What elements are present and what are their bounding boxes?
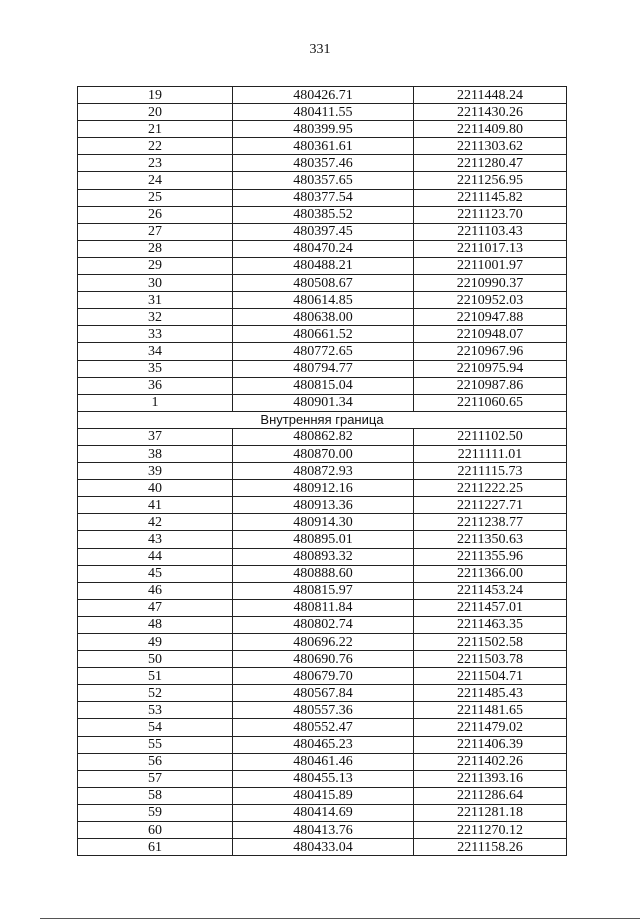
table-row <box>78 104 567 121</box>
x-coordinate-cell: 480488.21 <box>233 257 414 274</box>
point-number-cell: 30 <box>78 275 233 292</box>
bottom-edge-line <box>40 918 640 919</box>
section-title: Внутренняя граница <box>78 411 567 428</box>
y-coordinate-cell: 2211481.65 <box>414 702 567 719</box>
point-number-cell: 56 <box>78 753 233 770</box>
point-number-cell: 57 <box>78 770 233 787</box>
x-coordinate-cell: 480914.30 <box>233 514 414 531</box>
point-number-cell: 28 <box>78 240 233 257</box>
x-coordinate-cell: 480815.97 <box>233 582 414 599</box>
table-row <box>78 599 567 616</box>
table-row <box>78 651 567 668</box>
point-number-cell: 47 <box>78 599 233 616</box>
section-header <box>78 411 567 428</box>
x-coordinate-cell: 480638.00 <box>233 309 414 326</box>
point-number-cell: 43 <box>78 531 233 548</box>
x-coordinate-cell: 480415.89 <box>233 787 414 804</box>
point-number-cell: 21 <box>78 121 233 138</box>
y-coordinate-cell: 2211281.18 <box>414 804 567 821</box>
x-coordinate-cell: 480426.71 <box>233 87 414 104</box>
y-coordinate-cell: 2211222.25 <box>414 480 567 497</box>
inner-boundary-rows <box>78 428 567 855</box>
y-coordinate-cell: 2211158.26 <box>414 839 567 856</box>
table-row <box>78 839 567 856</box>
table-row <box>78 616 567 633</box>
y-coordinate-cell: 2211111.01 <box>414 445 567 462</box>
point-number-cell: 38 <box>78 445 233 462</box>
y-coordinate-cell: 2211479.02 <box>414 719 567 736</box>
point-number-cell: 32 <box>78 309 233 326</box>
table-row <box>78 394 567 411</box>
y-coordinate-cell: 2211448.24 <box>414 87 567 104</box>
point-number-cell: 48 <box>78 616 233 633</box>
table-row <box>78 275 567 292</box>
table-row <box>78 87 567 104</box>
x-coordinate-cell: 480465.23 <box>233 736 414 753</box>
table-row <box>78 292 567 309</box>
point-number-cell: 42 <box>78 514 233 531</box>
table-row <box>78 753 567 770</box>
x-coordinate-cell: 480413.76 <box>233 822 414 839</box>
table-row <box>78 240 567 257</box>
x-coordinate-cell: 480794.77 <box>233 360 414 377</box>
x-coordinate-cell: 480399.95 <box>233 121 414 138</box>
table-row <box>78 514 567 531</box>
x-coordinate-cell: 480895.01 <box>233 531 414 548</box>
table-row <box>78 736 567 753</box>
point-number-cell: 59 <box>78 804 233 821</box>
x-coordinate-cell: 480661.52 <box>233 326 414 343</box>
y-coordinate-cell: 2211457.01 <box>414 599 567 616</box>
table-row <box>78 377 567 394</box>
point-number-cell: 61 <box>78 839 233 856</box>
point-number-cell: 49 <box>78 634 233 651</box>
table-row <box>78 702 567 719</box>
y-coordinate-cell: 2211503.78 <box>414 651 567 668</box>
point-number-cell: 25 <box>78 189 233 206</box>
table-row <box>78 822 567 839</box>
y-coordinate-cell: 2211280.47 <box>414 155 567 172</box>
point-number-cell: 23 <box>78 155 233 172</box>
x-coordinate-cell: 480397.45 <box>233 223 414 240</box>
y-coordinate-cell: 2211270.12 <box>414 822 567 839</box>
x-coordinate-cell: 480696.22 <box>233 634 414 651</box>
point-number-cell: 24 <box>78 172 233 189</box>
x-coordinate-cell: 480455.13 <box>233 770 414 787</box>
point-number-cell: 26 <box>78 206 233 223</box>
y-coordinate-cell: 2211286.64 <box>414 787 567 804</box>
x-coordinate-cell: 480470.24 <box>233 240 414 257</box>
point-number-cell: 29 <box>78 257 233 274</box>
table-row <box>78 719 567 736</box>
x-coordinate-cell: 480357.65 <box>233 172 414 189</box>
table-row <box>78 189 567 206</box>
table-row <box>78 668 567 685</box>
x-coordinate-cell: 480614.85 <box>233 292 414 309</box>
table-row <box>78 685 567 702</box>
table-row <box>78 138 567 155</box>
y-coordinate-cell: 2211001.97 <box>414 257 567 274</box>
x-coordinate-cell: 480811.84 <box>233 599 414 616</box>
outer-boundary-rows <box>78 87 567 412</box>
page-number: 331 <box>309 42 331 57</box>
x-coordinate-cell: 480870.00 <box>233 445 414 462</box>
point-number-cell: 36 <box>78 377 233 394</box>
point-number-cell: 20 <box>78 104 233 121</box>
point-number-cell: 31 <box>78 292 233 309</box>
point-number-cell: 33 <box>78 326 233 343</box>
table-row <box>78 257 567 274</box>
point-number-cell: 37 <box>78 428 233 445</box>
x-coordinate-cell: 480893.32 <box>233 548 414 565</box>
y-coordinate-cell: 2210975.94 <box>414 360 567 377</box>
x-coordinate-cell: 480772.65 <box>233 343 414 360</box>
table-row <box>78 155 567 172</box>
y-coordinate-cell: 2211303.62 <box>414 138 567 155</box>
x-coordinate-cell: 480862.82 <box>233 428 414 445</box>
table-row <box>78 326 567 343</box>
table-row <box>78 360 567 377</box>
table-row <box>78 480 567 497</box>
table-row <box>78 445 567 462</box>
point-number-cell: 51 <box>78 668 233 685</box>
point-number-cell: 40 <box>78 480 233 497</box>
y-coordinate-cell: 2210952.03 <box>414 292 567 309</box>
table-row <box>78 634 567 651</box>
y-coordinate-cell: 2211017.13 <box>414 240 567 257</box>
y-coordinate-cell: 2211453.24 <box>414 582 567 599</box>
y-coordinate-cell: 2211463.35 <box>414 616 567 633</box>
table-row <box>78 463 567 480</box>
table-row <box>78 804 567 821</box>
x-coordinate-cell: 480567.84 <box>233 685 414 702</box>
point-number-cell: 34 <box>78 343 233 360</box>
y-coordinate-cell: 2211256.95 <box>414 172 567 189</box>
y-coordinate-cell: 2211060.65 <box>414 394 567 411</box>
table-row <box>78 565 567 582</box>
section-row <box>78 411 567 428</box>
table-row <box>78 172 567 189</box>
y-coordinate-cell: 2211115.73 <box>414 463 567 480</box>
table-row <box>78 309 567 326</box>
point-number-cell: 50 <box>78 651 233 668</box>
point-number-cell: 41 <box>78 497 233 514</box>
y-coordinate-cell: 2210987.86 <box>414 377 567 394</box>
table-row <box>78 428 567 445</box>
y-coordinate-cell: 2211227.71 <box>414 497 567 514</box>
point-number-cell: 54 <box>78 719 233 736</box>
x-coordinate-cell: 480361.61 <box>233 138 414 155</box>
x-coordinate-cell: 480802.74 <box>233 616 414 633</box>
y-coordinate-cell: 2211409.80 <box>414 121 567 138</box>
x-coordinate-cell: 480913.36 <box>233 497 414 514</box>
x-coordinate-cell: 480557.36 <box>233 702 414 719</box>
point-number-cell: 45 <box>78 565 233 582</box>
point-number-cell: 27 <box>78 223 233 240</box>
y-coordinate-cell: 2211355.96 <box>414 548 567 565</box>
point-number-cell: 1 <box>78 394 233 411</box>
x-coordinate-cell: 480385.52 <box>233 206 414 223</box>
table-row <box>78 787 567 804</box>
x-coordinate-cell: 480508.67 <box>233 275 414 292</box>
point-number-cell: 22 <box>78 138 233 155</box>
y-coordinate-cell: 2211502.58 <box>414 634 567 651</box>
coordinates-table <box>77 86 567 856</box>
y-coordinate-cell: 2210948.07 <box>414 326 567 343</box>
y-coordinate-cell: 2211123.70 <box>414 206 567 223</box>
table-row <box>78 770 567 787</box>
table-row <box>78 531 567 548</box>
y-coordinate-cell: 2211430.26 <box>414 104 567 121</box>
x-coordinate-cell: 480357.46 <box>233 155 414 172</box>
point-number-cell: 19 <box>78 87 233 104</box>
y-coordinate-cell: 2211393.16 <box>414 770 567 787</box>
y-coordinate-cell: 2210967.96 <box>414 343 567 360</box>
y-coordinate-cell: 2211103.43 <box>414 223 567 240</box>
table-row <box>78 497 567 514</box>
table-row <box>78 582 567 599</box>
point-number-cell: 58 <box>78 787 233 804</box>
point-number-cell: 60 <box>78 822 233 839</box>
point-number-cell: 39 <box>78 463 233 480</box>
y-coordinate-cell: 2211102.50 <box>414 428 567 445</box>
x-coordinate-cell: 480377.54 <box>233 189 414 206</box>
table-row <box>78 121 567 138</box>
y-coordinate-cell: 2211402.26 <box>414 753 567 770</box>
y-coordinate-cell: 2211238.77 <box>414 514 567 531</box>
y-coordinate-cell: 2210990.37 <box>414 275 567 292</box>
x-coordinate-cell: 480872.93 <box>233 463 414 480</box>
x-coordinate-cell: 480433.04 <box>233 839 414 856</box>
y-coordinate-cell: 2211350.63 <box>414 531 567 548</box>
y-coordinate-cell: 2210947.88 <box>414 309 567 326</box>
table-row <box>78 548 567 565</box>
x-coordinate-cell: 480679.70 <box>233 668 414 685</box>
point-number-cell: 46 <box>78 582 233 599</box>
y-coordinate-cell: 2211504.71 <box>414 668 567 685</box>
point-number-cell: 44 <box>78 548 233 565</box>
point-number-cell: 35 <box>78 360 233 377</box>
x-coordinate-cell: 480888.60 <box>233 565 414 582</box>
point-number-cell: 52 <box>78 685 233 702</box>
x-coordinate-cell: 480552.47 <box>233 719 414 736</box>
table-row <box>78 206 567 223</box>
x-coordinate-cell: 480815.04 <box>233 377 414 394</box>
table-row <box>78 223 567 240</box>
y-coordinate-cell: 2211145.82 <box>414 189 567 206</box>
y-coordinate-cell: 2211406.39 <box>414 736 567 753</box>
x-coordinate-cell: 480414.69 <box>233 804 414 821</box>
x-coordinate-cell: 480912.16 <box>233 480 414 497</box>
y-coordinate-cell: 2211485.43 <box>414 685 567 702</box>
point-number-cell: 53 <box>78 702 233 719</box>
x-coordinate-cell: 480901.34 <box>233 394 414 411</box>
x-coordinate-cell: 480690.76 <box>233 651 414 668</box>
x-coordinate-cell: 480461.46 <box>233 753 414 770</box>
table-row <box>78 343 567 360</box>
x-coordinate-cell: 480411.55 <box>233 104 414 121</box>
y-coordinate-cell: 2211366.00 <box>414 565 567 582</box>
point-number-cell: 55 <box>78 736 233 753</box>
